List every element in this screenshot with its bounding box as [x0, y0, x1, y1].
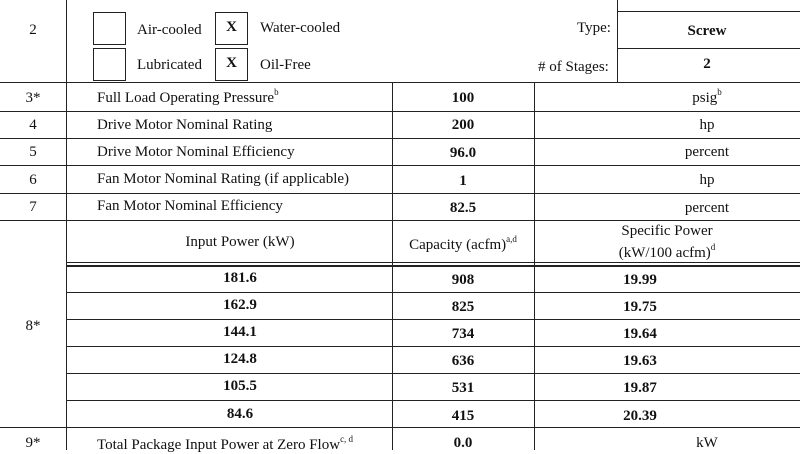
input-power-header: Input Power (kW)	[185, 234, 295, 250]
grid-line	[66, 373, 800, 374]
grid-line	[617, 48, 800, 49]
capacity-cell: 908	[451, 272, 475, 288]
grid-line	[0, 165, 800, 166]
water-cooled-label: Water-cooled	[260, 20, 341, 36]
capacity-header: Capacity (acfm)$^{a,d}$	[409, 234, 517, 253]
row-label: Fan Motor Nominal Efficiency	[97, 198, 283, 214]
grid-line	[66, 292, 800, 293]
input-power-cell: 105.5	[223, 378, 257, 394]
air-cooled-label: Air-cooled	[137, 22, 202, 38]
grid-line	[66, 262, 800, 263]
input-power-cell: 84.6	[226, 406, 254, 422]
row-value: 96.0	[449, 145, 477, 161]
lubricated-checkbox[interactable]	[93, 48, 126, 81]
grid-line	[0, 220, 800, 221]
capacity-cell: 415	[451, 408, 475, 424]
row-label: Full Load Operating Pressure$^b$	[97, 87, 279, 106]
row-number: 3*	[25, 90, 41, 106]
row-label: Drive Motor Nominal Rating	[97, 117, 273, 133]
specific-power-cell: 19.99	[623, 272, 657, 288]
type-label: Type:	[577, 20, 611, 36]
water-cooled-checkbox[interactable]: X	[215, 12, 248, 45]
row-value: 82.5	[449, 200, 477, 216]
row-number: 2	[29, 22, 37, 38]
capacity-cell: 636	[451, 353, 475, 369]
capacity-cell: 734	[451, 326, 475, 342]
capacity-cell: 825	[451, 299, 475, 315]
row-label: Total Package Input Power at Zero Flow$^{c, d}$	[97, 434, 354, 453]
input-power-cell: 144.1	[223, 324, 257, 340]
row-number: 7	[29, 199, 37, 215]
specific-power-cell: 19.64	[623, 326, 657, 342]
row-value: 100	[451, 90, 475, 106]
row-number: 8*	[25, 318, 41, 334]
grid-line	[617, 0, 618, 82]
row-label: Drive Motor Nominal Efficiency	[97, 144, 295, 160]
row-number: 5	[29, 144, 37, 160]
grid-line	[66, 400, 800, 401]
grid-line	[0, 82, 800, 83]
oil-free-checkbox[interactable]: X	[215, 48, 248, 81]
input-power-cell: 124.8	[223, 351, 257, 367]
specific-power-cell: 19.87	[623, 380, 657, 396]
row-value: 0.0	[453, 435, 473, 451]
type-value: Screw	[687, 23, 727, 39]
oil-free-label: Oil-Free	[260, 57, 311, 73]
grid-line	[66, 265, 800, 267]
input-power-cell: 162.9	[223, 297, 257, 313]
row-number: 9*	[25, 435, 41, 451]
grid-line	[66, 346, 800, 347]
specific-power-header: Specific Power	[621, 223, 713, 239]
capacity-cell: 531	[451, 380, 475, 396]
specific-power-cell: 20.39	[623, 408, 657, 424]
row-value: 1	[459, 173, 467, 189]
air-cooled-checkbox[interactable]	[93, 12, 126, 45]
row-unit: psig$^b$	[692, 87, 722, 106]
grid-line	[0, 111, 800, 112]
specific-power-cell: 19.75	[623, 299, 657, 315]
grid-line	[0, 138, 800, 139]
lubricated-label: Lubricated	[137, 57, 202, 73]
row-unit: hp	[699, 117, 715, 133]
grid-line	[66, 319, 800, 320]
grid-line	[617, 11, 800, 12]
grid-line	[0, 193, 800, 194]
row-value: 200	[451, 117, 475, 133]
row-number: 4	[29, 117, 37, 133]
row-unit: kW	[696, 435, 718, 451]
stages-label: # of Stages:	[538, 59, 609, 75]
stages-value: 2	[703, 56, 711, 72]
row-unit: percent	[684, 200, 730, 216]
row-unit: percent	[684, 144, 730, 160]
row-number: 6	[29, 172, 37, 188]
grid-line	[66, 0, 67, 450]
row-unit: hp	[699, 172, 715, 188]
input-power-cell: 181.6	[223, 270, 257, 286]
specific-power-cell: 19.63	[623, 353, 657, 369]
specific-power-units: (kW/100 acfm)$^d$	[618, 242, 716, 261]
row-label: Fan Motor Nominal Rating (if applicable)	[97, 171, 350, 187]
grid-line	[0, 427, 800, 428]
